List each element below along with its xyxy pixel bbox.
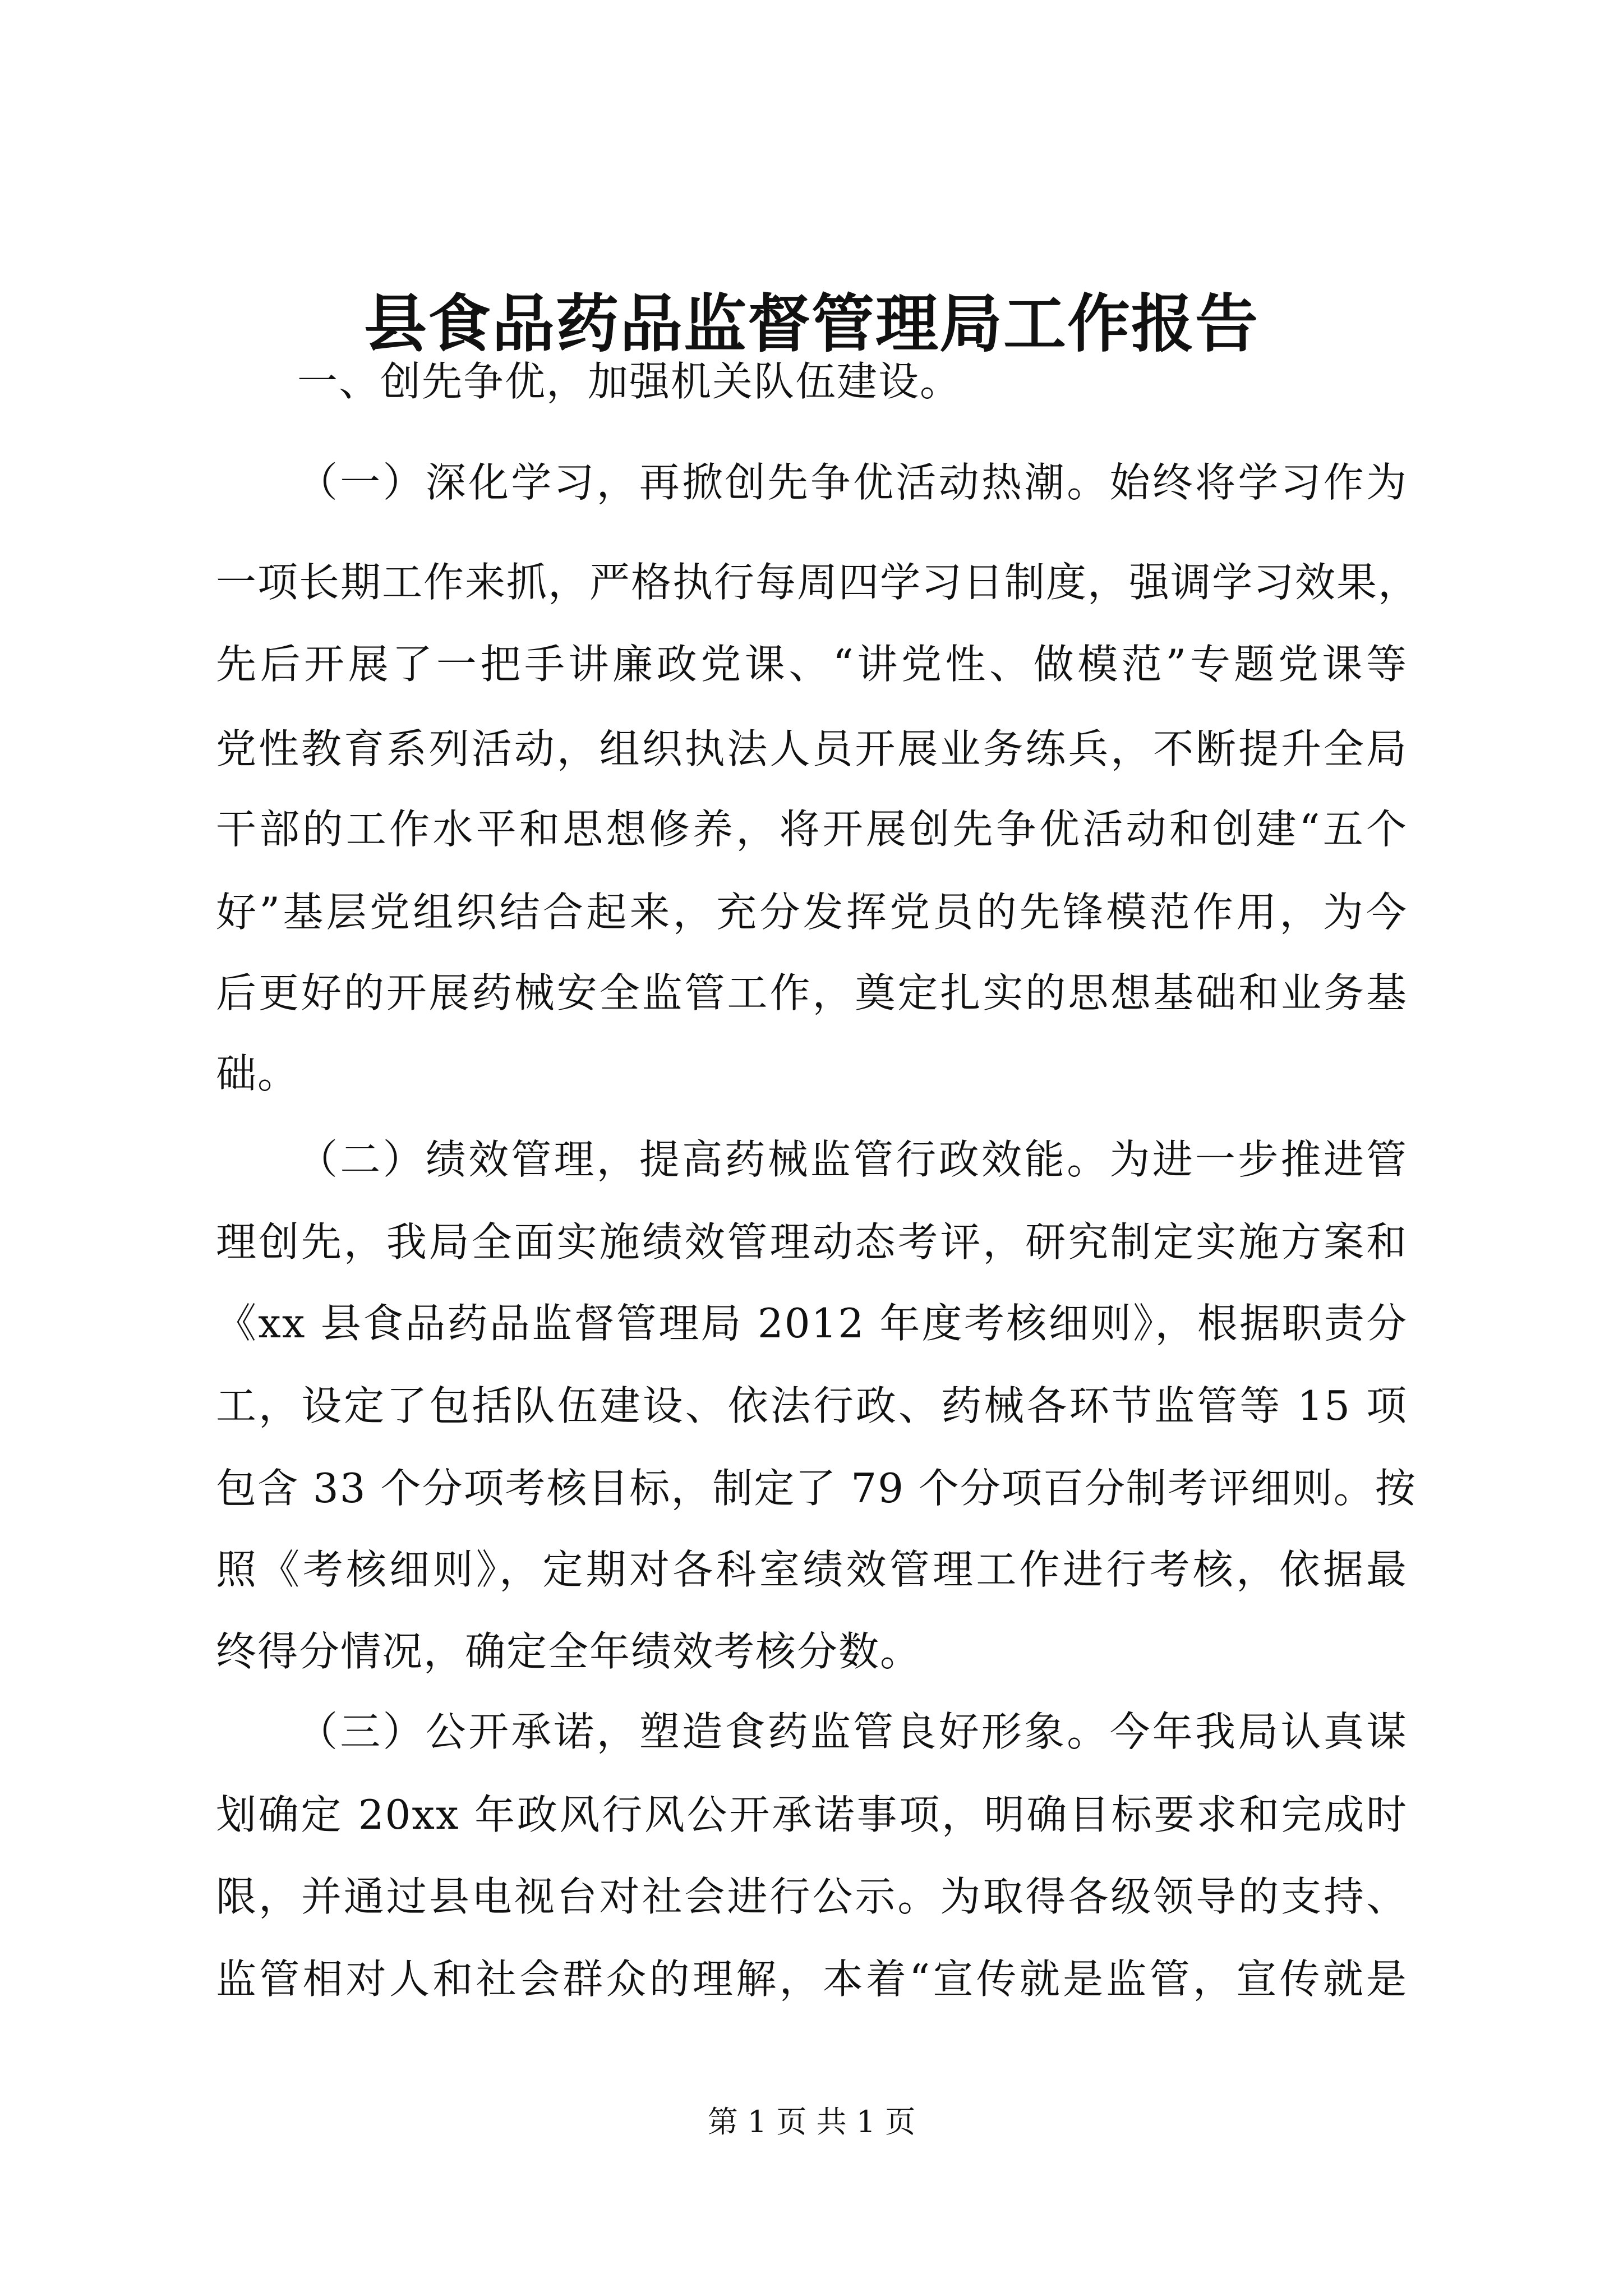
paragraph-line: 监管相对人和社会群众的理解，本着“宣传就是监管，宣传就是	[216, 1955, 1408, 2003]
paragraph-line: 好”基层党组织结合起来，充分发挥党员的先锋模范作用，为今	[216, 889, 1408, 936]
paragraph-line: 限，并通过县电视台对社会进行公示。为取得各级领导的支持、	[216, 1873, 1408, 1920]
paragraph-line: （三）公开承诺，塑造食药监管良好形象。今年我局认真谋	[297, 1708, 1408, 1755]
paragraph-line: 党性教育系列活动，组织执法人员开展业务练兵，不断提升全局	[216, 725, 1408, 772]
paragraph-line: 干部的工作水平和思想修养，将开展创先争优活动和创建“五个	[216, 806, 1408, 853]
paragraph-line: 划确定 20xx 年政风行风公开承诺事项，明确目标要求和完成时	[216, 1791, 1408, 1838]
page-footer: 第 1 页 共 1 页	[707, 2104, 916, 2139]
paragraph-line: 后更好的开展药械安全监管工作，奠定扎实的思想基础和业务基	[216, 969, 1408, 1016]
paragraph-line: 终得分情况，确定全年绩效考核分数。	[216, 1628, 922, 1675]
paragraph-line: 《xx 县食品药品监督管理局 2012 年度考核细则》，根据职责分	[216, 1300, 1408, 1347]
paragraph-line: 先后开展了一把手讲廉政党课、“讲党性、做模范”专题党课等	[216, 641, 1408, 688]
paragraph-line: 础。	[216, 1050, 299, 1097]
paragraph-line: 工，设定了包括队伍建设、依法行政、药械各环节监管等 15 项	[216, 1382, 1408, 1429]
paragraph-line: 照《考核细则》，定期对各科室绩效管理工作进行考核，依据最	[216, 1546, 1408, 1593]
paragraph-line: 理创先，我局全面实施绩效管理动态考评，研究制定实施方案和	[216, 1218, 1408, 1266]
section-heading-1: 一、创先争优，加强机关队伍建设。	[297, 358, 962, 405]
document-title: 县食品药品监督管理局工作报告	[364, 287, 1259, 361]
paragraph-line: （一）深化学习，再掀创先争优活动热潮。始终将学习作为	[297, 459, 1408, 506]
paragraph-line: 一项长期工作来抓，严格执行每周四学习日制度，强调学习效果，	[216, 559, 1420, 606]
paragraph-line: 包含 33 个分项考核目标，制定了 79 个分项百分制考评细则。按	[216, 1465, 1417, 1512]
paragraph-line: （二）绩效管理，提高药械监管行政效能。为进一步推进管	[297, 1136, 1408, 1183]
